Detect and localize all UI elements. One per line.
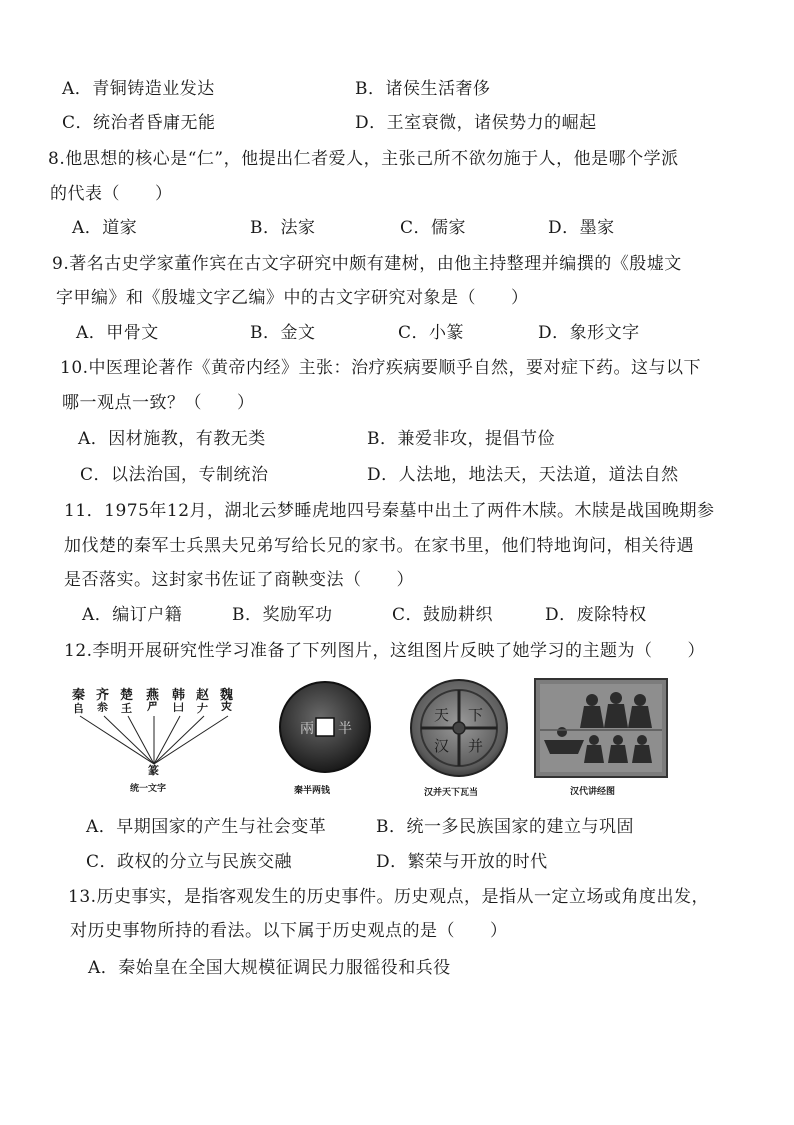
figure-banliang-coin xyxy=(276,680,376,798)
caption-han-tile: 汉并天下瓦当 xyxy=(424,788,479,798)
q12-option-d: D．繁荣与开放的时代 xyxy=(376,852,548,872)
unified-glyph: 篆 xyxy=(148,764,159,777)
coin-char-right: 半 xyxy=(338,721,352,737)
tile-char-3: 并 xyxy=(468,737,484,755)
q12-option-c: C．政权的分立与民族交融 xyxy=(86,852,293,872)
q11-stem-line3: 是否落实。这封家书佐证了商鞅变法（ ） xyxy=(64,570,414,590)
old-glyph-wei: 𡗜 xyxy=(221,700,232,713)
q9-option-d: D．象形文字 xyxy=(538,323,640,343)
q7-option-d: D．王室衰微，诸侯势力的崛起 xyxy=(355,113,597,133)
q9-option-a: A．甲骨文 xyxy=(76,323,159,343)
caption-unified-script: 统一文字 xyxy=(130,784,167,794)
q11-stem-line1: 11．1975年12月，湖北云梦睡虎地四号秦墓中出土了两件木牍。木牍是战国晚期参 xyxy=(64,501,715,521)
old-glyph-qin: 𠂤 xyxy=(73,702,84,715)
caption-han-lecture: 汉代讲经图 xyxy=(570,787,616,797)
q11-stem-line2: 加伐楚的秦军士兵黑夫兄弟写给长兄的家书。在家书里，他们特地询问，相关待遇 xyxy=(64,536,694,556)
q11-option-a: A．编订户籍 xyxy=(82,605,183,625)
q10-option-a: A．因材施教，有教无类 xyxy=(78,429,266,449)
state-chu: 楚 xyxy=(120,688,134,703)
old-glyph-zhao: 𠂇 xyxy=(197,702,208,715)
q9-option-b: B．金文 xyxy=(250,323,316,343)
q13-stem-line1: 13.历史事实，是指客观发生的历史事件。历史观点，是指从一定立场或角度出发， xyxy=(68,887,710,907)
state-wei: 魏 xyxy=(220,688,234,703)
q10-option-b: B．兼爱非攻，提倡节俭 xyxy=(367,429,555,449)
state-yan: 燕 xyxy=(146,688,160,703)
state-han: 韩 xyxy=(172,688,186,703)
relief-image xyxy=(534,678,668,778)
q7-option-c: C．统治者昏庸无能 xyxy=(62,113,216,133)
tile-char-2: 下 xyxy=(468,706,484,724)
state-qin: 秦 xyxy=(72,688,86,703)
q10-option-d: D．人法地，地法天，天法道，道法自然 xyxy=(367,465,679,485)
caption-banliang-coin: 秦半两钱 xyxy=(294,786,331,796)
q8-stem-line2: 的代表（ ） xyxy=(50,184,173,204)
q12-option-b: B．统一多民族国家的建立与巩固 xyxy=(376,817,634,837)
q13-stem-line2: 对历史事物所持的看法。以下属于历史观点的是（ ） xyxy=(70,921,508,941)
tile-image xyxy=(406,678,512,778)
old-glyph-chu: 𡈼 xyxy=(121,702,132,715)
q9-option-c: C．小篆 xyxy=(398,323,465,343)
old-glyph-yan: 𠃜 xyxy=(147,700,158,713)
q9-stem-line2: 字甲编》和《殷墟文字乙编》中的古文字研究对象是（ ） xyxy=(56,288,529,308)
tile-char-4: 汉 xyxy=(434,737,450,755)
q8-option-c: C．儒家 xyxy=(400,218,467,238)
q12-option-a: A．早期国家的产生与社会变革 xyxy=(86,817,327,837)
q10-option-c: C．以法治国，专制统治 xyxy=(80,465,269,485)
coin-char-left: 兩 xyxy=(300,721,314,737)
q11-option-d: D．废除特权 xyxy=(545,605,647,625)
old-glyph-han: 𠙵 xyxy=(173,701,184,714)
q8-option-b: B．法家 xyxy=(250,218,316,238)
q9-stem-line1: 9.著名古史学家董作宾在古文字研究中颇有建树，由他主持整理并编撰的《殷墟文 xyxy=(52,254,682,274)
q7-option-b: B．诸侯生活奢侈 xyxy=(355,79,491,99)
figure-han-tile xyxy=(404,678,516,800)
q11-option-b: B．奖励军功 xyxy=(232,605,333,625)
q8-option-a: A．道家 xyxy=(72,218,138,238)
q10-stem-line2: 哪一观点一致？（ ） xyxy=(62,393,255,413)
old-glyph-qi: 𠫭 xyxy=(97,701,108,714)
q11-option-c: C．鼓励耕织 xyxy=(392,605,494,625)
figure-han-lecture xyxy=(532,678,672,800)
state-zhao: 赵 xyxy=(196,688,210,703)
q13-option-a: A．秦始皇在全国大规模征调民力服徭役和兵役 xyxy=(88,958,451,978)
q12-stem-line1: 12.李明开展研究性学习准备了下列图片，这组图片反映了她学习的主题为（ ） xyxy=(64,641,706,661)
q10-stem-line1: 10.中医理论著作《黄帝内经》主张：治疗疾病要顺乎自然，要对症下药。这与以下 xyxy=(60,358,702,378)
state-qi: 齐 xyxy=(96,688,110,703)
tile-char-1: 天 xyxy=(434,706,450,724)
q8-option-d: D．墨家 xyxy=(548,218,615,238)
q8-stem-line1: 8.他思想的核心是“仁”，他提出仁者爱人，主张己所不欲勿施于人，他是哪个学派 xyxy=(48,149,679,169)
figure-unified-script xyxy=(66,684,256,794)
coin-image xyxy=(278,680,372,774)
q7-option-a: A．青铜铸造业发达 xyxy=(62,79,215,99)
